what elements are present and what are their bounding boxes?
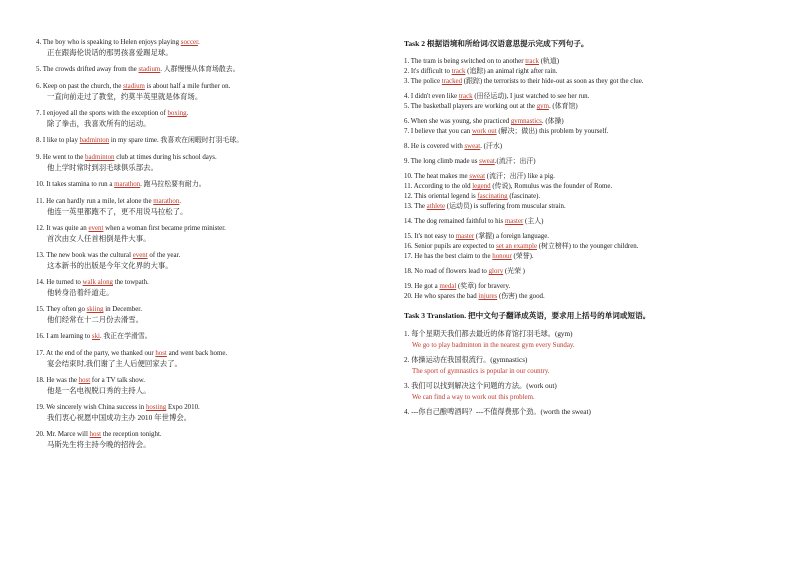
- sentence-text: (树立榜样) to the younger children.: [537, 243, 639, 250]
- english-sentence: [36, 251, 391, 261]
- english-sentence: [36, 109, 391, 119]
- sentence-item: [36, 349, 391, 369]
- english-sentence: [36, 332, 391, 342]
- task2-sentence: [404, 202, 774, 212]
- sentence-text: .: [186, 110, 189, 117]
- answer-blank: host: [78, 377, 91, 384]
- item-number: 6.: [404, 118, 410, 125]
- task2-sentence: [404, 117, 774, 127]
- item-number: 14.: [404, 218, 413, 225]
- item-number: 12.: [404, 193, 413, 200]
- answer-blank: track: [451, 68, 466, 75]
- answer-blank: sweat: [479, 158, 495, 165]
- sentence-text: When she was young, she practiced: [410, 118, 511, 125]
- sentence-text: At the end of the party, we thanked our: [45, 350, 156, 357]
- sentence-text: (fascinate).: [507, 193, 541, 200]
- sentence-item: [36, 430, 391, 450]
- sentence-text: He was the: [46, 377, 79, 384]
- translation-answer: The sport of gymnastics is popular in our country.: [412, 368, 550, 375]
- english-sentence: [36, 403, 391, 413]
- answer-blank: gym: [536, 103, 549, 110]
- chinese-translation: 首次由女人任首相倒是件大事。: [47, 234, 151, 243]
- item-number: 13.: [404, 203, 413, 210]
- task2-sentence: [404, 127, 774, 137]
- english-sentence: [36, 65, 391, 75]
- answer-blank: work out: [471, 128, 497, 135]
- item-number: 1.: [404, 58, 410, 65]
- sentence-text: I am learning to: [46, 333, 92, 340]
- answer-blank: badminton: [85, 154, 115, 161]
- item-number: 19.: [36, 404, 45, 411]
- spacer: [404, 418, 774, 423]
- sentence-text: the towpath.: [112, 279, 149, 286]
- english-sentence: [36, 197, 391, 207]
- answer-blank: event: [88, 225, 104, 232]
- translation-question: 1. 每个星期天我们都去最近的体育馆打羽毛球。(gym): [404, 330, 573, 338]
- item-number: 10.: [404, 173, 413, 180]
- sentence-text: He who spares the bad: [414, 293, 479, 300]
- sentence-item: [36, 251, 391, 271]
- sentence-text: The long climb made us: [410, 158, 480, 165]
- item-number: 9.: [36, 154, 42, 161]
- answer-blank: injures: [478, 293, 498, 300]
- sentence-text: They often go: [46, 306, 87, 313]
- task2-sentence: [404, 172, 774, 182]
- sentence-text: Senior pupils are expected to: [414, 243, 497, 250]
- item-number: 5.: [36, 66, 42, 73]
- sentence-text: The tram is being switched on to another: [410, 58, 526, 65]
- translation-question: 3. 我们可以找到解决这个问题的方法。(work out): [404, 382, 557, 390]
- sentence-text: . (体操): [541, 118, 564, 125]
- task3-title: Task 3 Translation. 把中文句子翻译成英语，要求用上括号的单词或短语。: [404, 311, 651, 320]
- sentence-text: (传说), Romulus was the founder of Rome.: [490, 183, 613, 190]
- sentence-text: and went back home.: [166, 350, 228, 357]
- answer-blank: glory: [488, 268, 504, 275]
- sentence-text: Expo 2010.: [166, 404, 200, 411]
- sentence-text: (奖章) for bravery.: [456, 283, 511, 290]
- sentence-item: [36, 82, 391, 102]
- answer-blank: host: [155, 350, 167, 357]
- answer-blank: walk along: [82, 279, 113, 286]
- sentence-text: (荣誉).: [511, 253, 534, 260]
- sentence-text: The basketball players are working out at the: [410, 103, 537, 110]
- sentence-text: The heat makes me: [414, 173, 470, 180]
- item-number: 8.: [404, 143, 410, 150]
- task2-sentence: [404, 77, 774, 87]
- chinese-translation: 他是一名电视脱口秀的主持人。: [47, 386, 151, 395]
- sentence-text: It takes stamina to run a: [46, 181, 115, 188]
- sentence-text: is about half a mile further on.: [144, 83, 231, 90]
- chinese-translation: 宴会结束时,我们谢了主人后便回家去了。: [47, 359, 182, 368]
- chinese-translation: 一直向前走过了教堂，约莫半英里就是体育场。: [47, 92, 203, 101]
- sentence-text: He went to the: [42, 154, 86, 161]
- sentence-text: It's not easy to: [414, 233, 456, 240]
- translation-question: 4. ---你自己酿啤酒吗？---不值得费那个劲。(worth the sweat): [404, 408, 591, 416]
- english-sentence: [36, 376, 391, 386]
- english-sentence: [36, 278, 391, 288]
- task2-sentence: [404, 67, 774, 77]
- sentence-text: The dog remained faithful to his: [414, 218, 505, 225]
- answer-blank: set an example: [496, 243, 538, 250]
- item-number: 6.: [36, 83, 42, 90]
- sentence-text: (解决；做出) this problem by yourself.: [496, 128, 609, 135]
- sentence-text: .: [179, 198, 182, 205]
- sentence-text: He can hardly run a mile, let alone the: [46, 198, 154, 205]
- sentence-item: [36, 278, 391, 298]
- answer-blank: ski: [91, 333, 100, 340]
- item-number: 7.: [404, 128, 410, 135]
- task2-sentence: [404, 142, 774, 152]
- sentence-text: (追踪) an animal right after rain.: [465, 68, 558, 75]
- item-number: 12.: [36, 225, 45, 232]
- answer-blank: medal: [439, 283, 457, 290]
- sentence-text: (光荣 ): [503, 268, 525, 275]
- task3-list: [404, 329, 774, 423]
- sentence-text: It's difficult to: [410, 68, 452, 75]
- sentence-text: when a woman first became prime minister.: [103, 225, 226, 232]
- task2-sentence: [404, 292, 774, 302]
- translation-answer: We go to play badminton in the nearest gym every Sunday.: [412, 342, 575, 349]
- sentence-text: He turned to: [46, 279, 83, 286]
- item-number: 18.: [404, 268, 413, 275]
- answer-blank: track: [525, 58, 539, 65]
- chinese-translation: 正在跟海伦说话的那男孩喜爱踢足球。: [47, 48, 173, 57]
- sentence-text: . 跑马拉松要有耐力。: [140, 181, 206, 188]
- answer-blank: hosting: [145, 404, 167, 411]
- sentence-text: for a TV talk show.: [90, 377, 146, 384]
- answer-blank: athlete: [426, 203, 446, 210]
- task2-title: Task 2 根据语境和所给词/汉语意思提示完成下列句子。: [404, 39, 589, 48]
- sentence-item: [36, 403, 391, 423]
- answer-blank: gymnastics: [510, 118, 542, 125]
- sentence-text: This oriental legend is: [414, 193, 478, 200]
- answer-blank: skiing: [86, 306, 104, 313]
- chinese-translation: 这本新书的出版是今年文化界的大事。: [47, 261, 173, 270]
- chinese-translation: 他们经常在十二月份去滑雪。: [47, 315, 144, 324]
- sentence-text: The crowds drifted away from the: [42, 66, 139, 73]
- english-sentence: [36, 224, 391, 234]
- sentence-text: No road of flowers lead to: [414, 268, 489, 275]
- sentence-text: He has the best claim to the: [414, 253, 493, 260]
- answer-blank: marathon: [114, 181, 141, 188]
- answer-blank: stadium: [123, 83, 145, 90]
- english-sentence: [36, 153, 391, 163]
- sentence-item: [36, 109, 391, 129]
- task2-sentence: [404, 57, 774, 67]
- sentence-text: Mr. Marce will: [46, 431, 90, 438]
- item-number: 4.: [404, 93, 410, 100]
- item-number: 7.: [36, 110, 42, 117]
- sentence-text: He got a: [414, 283, 440, 290]
- answer-blank: event: [132, 252, 148, 259]
- sentence-item: [36, 197, 391, 217]
- item-number: 16.: [404, 243, 413, 250]
- task2-sentence: [404, 182, 774, 192]
- sentence-text: The: [414, 203, 427, 210]
- sentence-item: [36, 180, 391, 190]
- item-number: 15.: [404, 233, 413, 240]
- item-number: 20.: [404, 293, 413, 300]
- answer-blank: master: [504, 218, 524, 225]
- item-number: 18.: [36, 377, 45, 384]
- task2-sentence: [404, 267, 774, 277]
- sentence-text: The police: [410, 78, 442, 85]
- sentence-text: We sincerely wish China success in: [46, 404, 146, 411]
- translation-question: 2. 体操运动在我国很流行。(gymnastics): [404, 356, 528, 364]
- item-number: 3.: [404, 78, 410, 85]
- task2-sentence: [404, 282, 774, 292]
- task2-sentence: [404, 102, 774, 112]
- sentence-item: [36, 136, 391, 146]
- answer-blank: honour: [492, 253, 512, 260]
- answer-blank: marathon: [153, 198, 180, 205]
- item-number: 10.: [36, 181, 45, 188]
- task1-column: [36, 38, 391, 452]
- english-sentence: [36, 180, 391, 190]
- sentence-text: The boy who is speaking to Helen enjoys playing: [42, 39, 181, 46]
- chinese-translation: 他上学时常时到羽毛球俱乐部去。: [47, 163, 158, 172]
- sentence-item: [36, 332, 391, 342]
- sentence-text: in my spare time. 我喜欢在闲暇时打羽毛球。: [109, 137, 244, 144]
- task2-sentence: [404, 232, 774, 242]
- answer-blank: tracked: [441, 78, 463, 85]
- english-sentence: [36, 82, 391, 92]
- item-number: 8.: [36, 137, 42, 144]
- sentence-item: [36, 38, 391, 58]
- chinese-translation: 马斯先生将主持今晚的招待会。: [47, 440, 151, 449]
- english-sentence: [36, 430, 391, 440]
- item-number: 11.: [404, 183, 413, 190]
- sentence-text: . (汗水): [480, 143, 503, 150]
- sentence-text: in December.: [103, 306, 142, 313]
- sentence-item: [36, 305, 391, 325]
- answer-blank: legend: [472, 183, 491, 190]
- item-number: 5.: [404, 103, 410, 110]
- sentence-item: [36, 376, 391, 396]
- task2-sentence: [404, 157, 774, 167]
- task2-task3-column: [404, 38, 774, 423]
- english-sentence: [36, 349, 391, 359]
- item-number: 19.: [404, 283, 413, 290]
- answer-blank: soccer: [180, 39, 198, 46]
- answer-blank: track: [458, 93, 473, 100]
- answer-blank: fascinating: [477, 193, 508, 200]
- sentence-text: It was quite an: [46, 225, 89, 232]
- sentence-text: I believe that you can: [410, 128, 472, 135]
- chinese-translation: 除了拳击，我喜欢所有的运动。: [47, 119, 151, 128]
- sentence-text: According to the old: [413, 183, 473, 190]
- answer-blank: stadium: [138, 66, 161, 73]
- sentence-text: of the year.: [147, 252, 181, 259]
- translation-answer: We can find a way to work out this problem.: [412, 394, 535, 401]
- item-number: 17.: [404, 253, 413, 260]
- sentence-text: club at times during his school days.: [114, 154, 217, 161]
- sentence-text: (田径运动), I just watched to see her run.: [472, 93, 590, 100]
- task2-sentence: [404, 242, 774, 252]
- sentence-item: [36, 153, 391, 173]
- task2-sentence: [404, 92, 774, 102]
- item-number: 11.: [36, 198, 45, 205]
- item-number: 17.: [36, 350, 45, 357]
- sentence-text: the reception tonight.: [101, 431, 162, 438]
- sentence-text: .(流汗；出汗): [494, 158, 536, 165]
- english-sentence: [36, 38, 391, 48]
- sentence-text: Keep on past the church, the: [42, 83, 124, 90]
- sentence-item: [36, 224, 391, 244]
- sentence-text: The new book was the cultural: [46, 252, 133, 259]
- answer-blank: sweat: [464, 143, 481, 150]
- sentence-text: (主人): [523, 218, 544, 225]
- sentence-text: . 人群慢慢从体育场散去。: [160, 66, 240, 73]
- item-number: 4.: [36, 39, 42, 46]
- english-sentence: [36, 136, 391, 146]
- sentence-text: (运动员) is suffering from muscular strain.: [445, 203, 566, 210]
- sentence-text: I didn't even like: [410, 93, 459, 100]
- sentence-text: (流汗；出汗) like a pig.: [485, 173, 555, 180]
- chinese-translation: 我们衷心祝愿中国成功主办 2010 年世博会。: [47, 413, 192, 422]
- sentence-item: [36, 65, 391, 75]
- chinese-translation: 他连一英里都跑不了，更不用说马拉松了。: [47, 207, 188, 216]
- sentence-text: (掌握) a foreign language.: [474, 233, 549, 240]
- answer-blank: sweat: [469, 173, 486, 180]
- sentence-text: He is covered with: [410, 143, 465, 150]
- sentence-text: (伤害) the good.: [497, 293, 545, 300]
- task2-sentence: [404, 192, 774, 202]
- answer-blank: badminton: [79, 137, 110, 144]
- task2-sentence: [404, 217, 774, 227]
- sentence-text: I enjoyed all the sports with the exception of: [42, 110, 168, 117]
- item-number: 15.: [36, 306, 45, 313]
- item-number: 2.: [404, 68, 410, 75]
- sentence-text: (跟踪) the terrorists to their hide-out as soon as they got the clue.: [462, 78, 644, 85]
- chinese-translation: 他转身沿着纤道走。: [47, 288, 114, 297]
- sentence-text: (轨道): [539, 58, 560, 65]
- task2-sentence: [404, 252, 774, 262]
- item-number: 13.: [36, 252, 45, 259]
- answer-blank: boxing: [167, 110, 187, 117]
- sentence-text: .: [197, 39, 200, 46]
- sentence-text: . 我正在学滑雪。: [99, 333, 152, 340]
- item-number: 9.: [404, 158, 410, 165]
- item-number: 16.: [36, 333, 45, 340]
- answer-blank: host: [89, 431, 102, 438]
- item-number: 14.: [36, 279, 45, 286]
- task2-list: [404, 57, 774, 302]
- item-number: 20.: [36, 431, 45, 438]
- sentence-text: I like to play: [42, 137, 80, 144]
- sentence-text: . (体育馆): [548, 103, 578, 110]
- answer-blank: master: [455, 233, 475, 240]
- english-sentence: [36, 305, 391, 315]
